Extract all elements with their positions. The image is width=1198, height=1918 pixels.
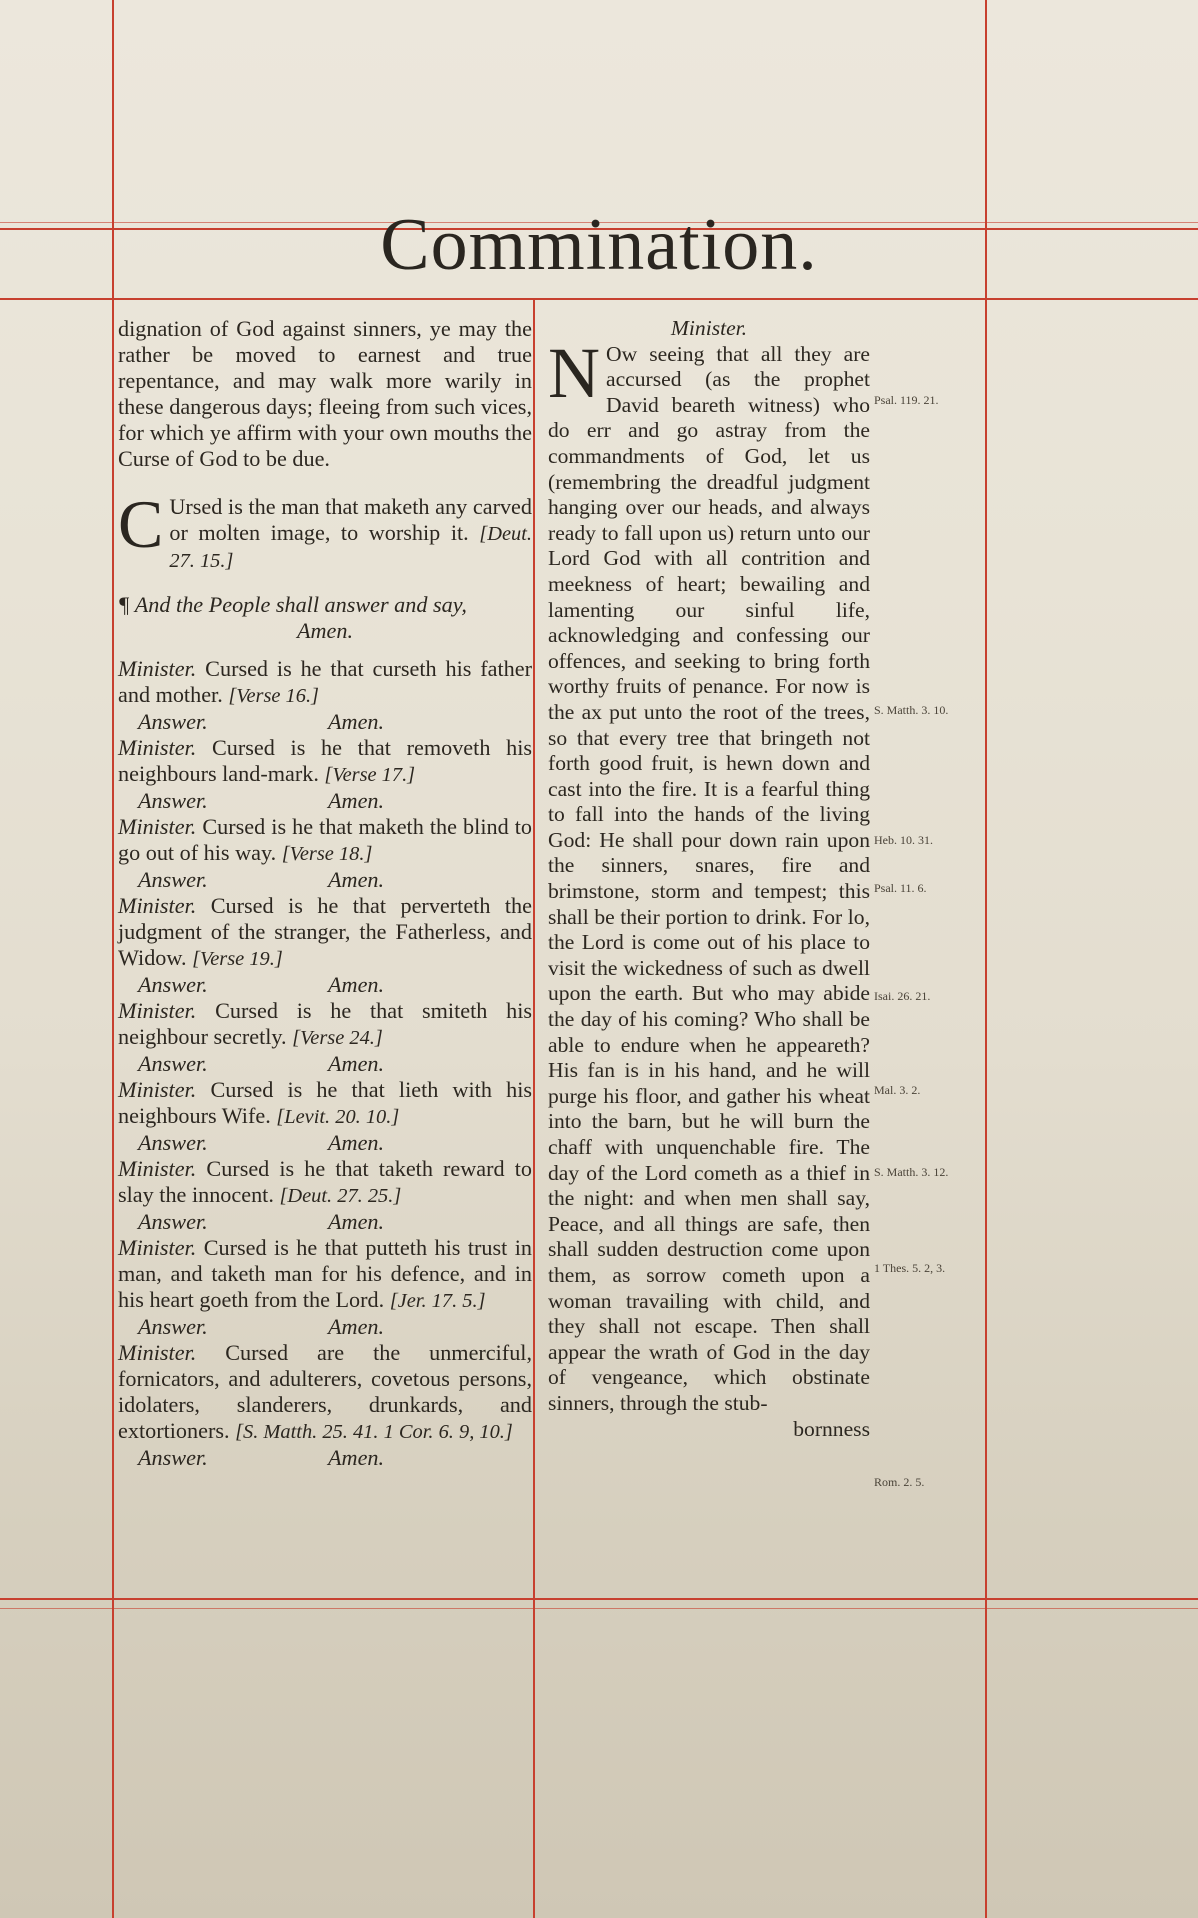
exhortation-body (548, 332, 870, 1417)
drop-cap-n: N (548, 332, 600, 413)
curse-ref: [Jer. 17. 5.] (389, 1290, 486, 1312)
answer-line (118, 1130, 532, 1156)
answer-amen: Amen. (328, 1051, 385, 1076)
curse-entry (118, 735, 532, 788)
minister-label: Minister. (118, 735, 197, 760)
curse-ref: [Verse 24.] (292, 1027, 383, 1049)
exhortation-text: Ow seeing that all they are accursed (as the prophet David beareth witness) who do err and go astray from the commandments of God, let us (remembring the dreadful judgment hanging over our heads, and always ready to fall upon us) return unto our Lord God with all contrition and meekness of heart; bewailing and lamenting our sinful life, acknowledging and confessing our offences, and seeking to bring forth worthy fruits of penance. For now is the ax put unto the root of the trees, so that every tree that bringeth not forth good fruit, is hewn down and cast into the fire. It is a fearful thing to fall into the hands of the living God: He shall pour down rain upon the sinners, snares, fire and brimstone, storm and tempest; this shall be their portion to drink. For lo, the Lord is come out of his place to visit the wickedness of such as dwell upon the earth. But who may abide the day of his coming? Who shall be able to endure when he appeareth? His fan is in his hand, and he will purge his floor, and gather his wheat into the barn, but he will burn the chaff with unquenchable fire. The day of the Lord cometh as a thief in the night: and when men shall say, Peace, and all things are safe, then shall sudden destruction come upon them, as sorrow cometh upon a woman travailing with child, and they shall not escape. Then shall appear the wrath of God in the day of vengeance, which obstinate sinners, through the stub- (548, 341, 870, 1415)
curse-text: Cursed is he that removeth his neighbours land-mark. (118, 735, 532, 786)
minister-label: Minister. (118, 656, 197, 681)
answer-line (118, 788, 532, 814)
answer-label: Answer. (138, 972, 208, 997)
first-curse-ref: [Deut. 27. 15.] (169, 523, 532, 572)
margin-note: Mal. 3. 2. (874, 1083, 921, 1097)
margin-note: Psal. 119. 21. (874, 393, 939, 407)
catchword: bornness (793, 1416, 870, 1441)
rubric-line-1: ¶ And the People shall answer and say, (118, 592, 467, 617)
answer-label: Answer. (138, 1051, 208, 1076)
answer-label: Answer. (138, 867, 208, 892)
margin-note: Isai. 26. 21. (874, 989, 931, 1003)
minister-label: Minister. (118, 1156, 197, 1181)
answer-label: Answer. (138, 1209, 208, 1234)
first-curse-text: Ursed is the man that maketh any carved or molten image, to worship it. (169, 494, 532, 545)
page-title: Commination. (380, 204, 818, 286)
curse-ref: [Verse 17.] (324, 764, 416, 786)
curse-entry (118, 814, 532, 867)
curse-entry (118, 1340, 532, 1445)
curse-list (118, 656, 532, 1471)
answer-line (118, 1445, 532, 1471)
margin-note: 1 Thes. 5. 2, 3. (874, 1261, 946, 1275)
answer-label: Answer. (138, 1314, 208, 1339)
curse-text: Cursed is he that maketh the blind to go out of his way. (118, 814, 532, 865)
minister-label: Minister. (118, 998, 197, 1023)
answer-amen: Amen. (328, 788, 385, 813)
curse-ref: [Verse 16.] (228, 685, 320, 707)
curse-text: Cursed is he that curseth his father and mother. (118, 656, 532, 707)
curse-entry (118, 998, 532, 1051)
first-curse (118, 486, 532, 574)
answer-amen: Amen. (328, 867, 385, 892)
curse-text: Cursed is he that smiteth his neighbour secretly. (118, 998, 533, 1049)
curse-text: Cursed are the unmerciful, fornicators, and adulterers, covetous persons, idolaters, slanderers, drunkards, and extortioners. (118, 1340, 533, 1443)
answer-label: Answer. (138, 709, 208, 734)
rule-header-bottom (0, 298, 1198, 300)
curse-entry (118, 893, 532, 972)
answer-line (118, 972, 532, 998)
answer-label: Answer. (138, 788, 208, 813)
rule-center (533, 300, 535, 1918)
margin-note: S. Matth. 3. 10. (874, 703, 949, 717)
speaker-label: Minister. (670, 316, 748, 340)
margin-note: Psal. 11. 6. (874, 881, 927, 895)
minister-label: Minister. (118, 1235, 197, 1260)
minister-label: Minister. (118, 1077, 197, 1102)
rubric-line-2: Amen. (296, 618, 354, 643)
answer-label: Answer. (138, 1130, 208, 1155)
curse-entry (118, 656, 532, 709)
answer-amen: Amen. (328, 1445, 385, 1470)
curse-text: Cursed is he that lieth with his neighbours Wife. (118, 1077, 532, 1128)
curse-text: Cursed is he that taketh reward to slay the innocent. (118, 1156, 533, 1207)
intro-paragraph: dignation of God against sinners, ye may the rather be moved to earnest and true repentance, and may walk more warily in these dangerous days; fleeing from such vices, for which ye affirm with your own mouths the Curse of God to be due. (118, 316, 532, 471)
answer-line (118, 1314, 532, 1340)
answer-line (118, 1209, 532, 1235)
rule-bottom-lower (0, 1608, 1198, 1609)
margin-note: Rom. 2. 5. (874, 1475, 925, 1489)
rule-right (985, 0, 987, 1918)
answer-line (118, 709, 532, 735)
answer-amen: Amen. (328, 1209, 385, 1234)
curse-text: Cursed is he that putteth his trust in man, and taketh man for his defence, and in his heart goeth from the Lord. (118, 1235, 532, 1312)
curse-text: Cursed is he that perverteth the judgment of the stranger, the Fatherless, and Widow. (118, 893, 532, 970)
answer-amen: Amen. (328, 1314, 385, 1339)
answer-amen: Amen. (328, 972, 385, 997)
margin-note: S. Matth. 3. 12. (874, 1165, 949, 1179)
curse-entry (118, 1156, 532, 1209)
answer-amen: Amen. (328, 1130, 385, 1155)
answer-amen: Amen. (328, 709, 385, 734)
rule-left (112, 0, 114, 1918)
minister-label: Minister. (118, 814, 197, 839)
rule-bottom (0, 1598, 1198, 1600)
curse-entry (118, 1077, 532, 1130)
answer-line (118, 867, 532, 893)
curse-ref: [Verse 19.] (192, 948, 283, 970)
drop-cap-c: C (118, 486, 164, 562)
curse-ref: [Levit. 20. 10.] (276, 1106, 400, 1128)
curse-ref: [Verse 18.] (281, 843, 373, 865)
minister-label: Minister. (118, 1340, 197, 1365)
left-column (118, 316, 532, 1471)
minister-label: Minister. (118, 893, 197, 918)
right-column (548, 316, 870, 1442)
curse-ref: [S. Matth. 25. 41. 1 Cor. 6. 9, 10.] (235, 1421, 513, 1443)
margin-note: Heb. 10. 31. (874, 833, 933, 847)
curse-entry (118, 1235, 532, 1314)
curse-ref: [Deut. 27. 25.] (279, 1185, 402, 1207)
answer-line (118, 1051, 532, 1077)
answer-label: Answer. (138, 1445, 208, 1470)
